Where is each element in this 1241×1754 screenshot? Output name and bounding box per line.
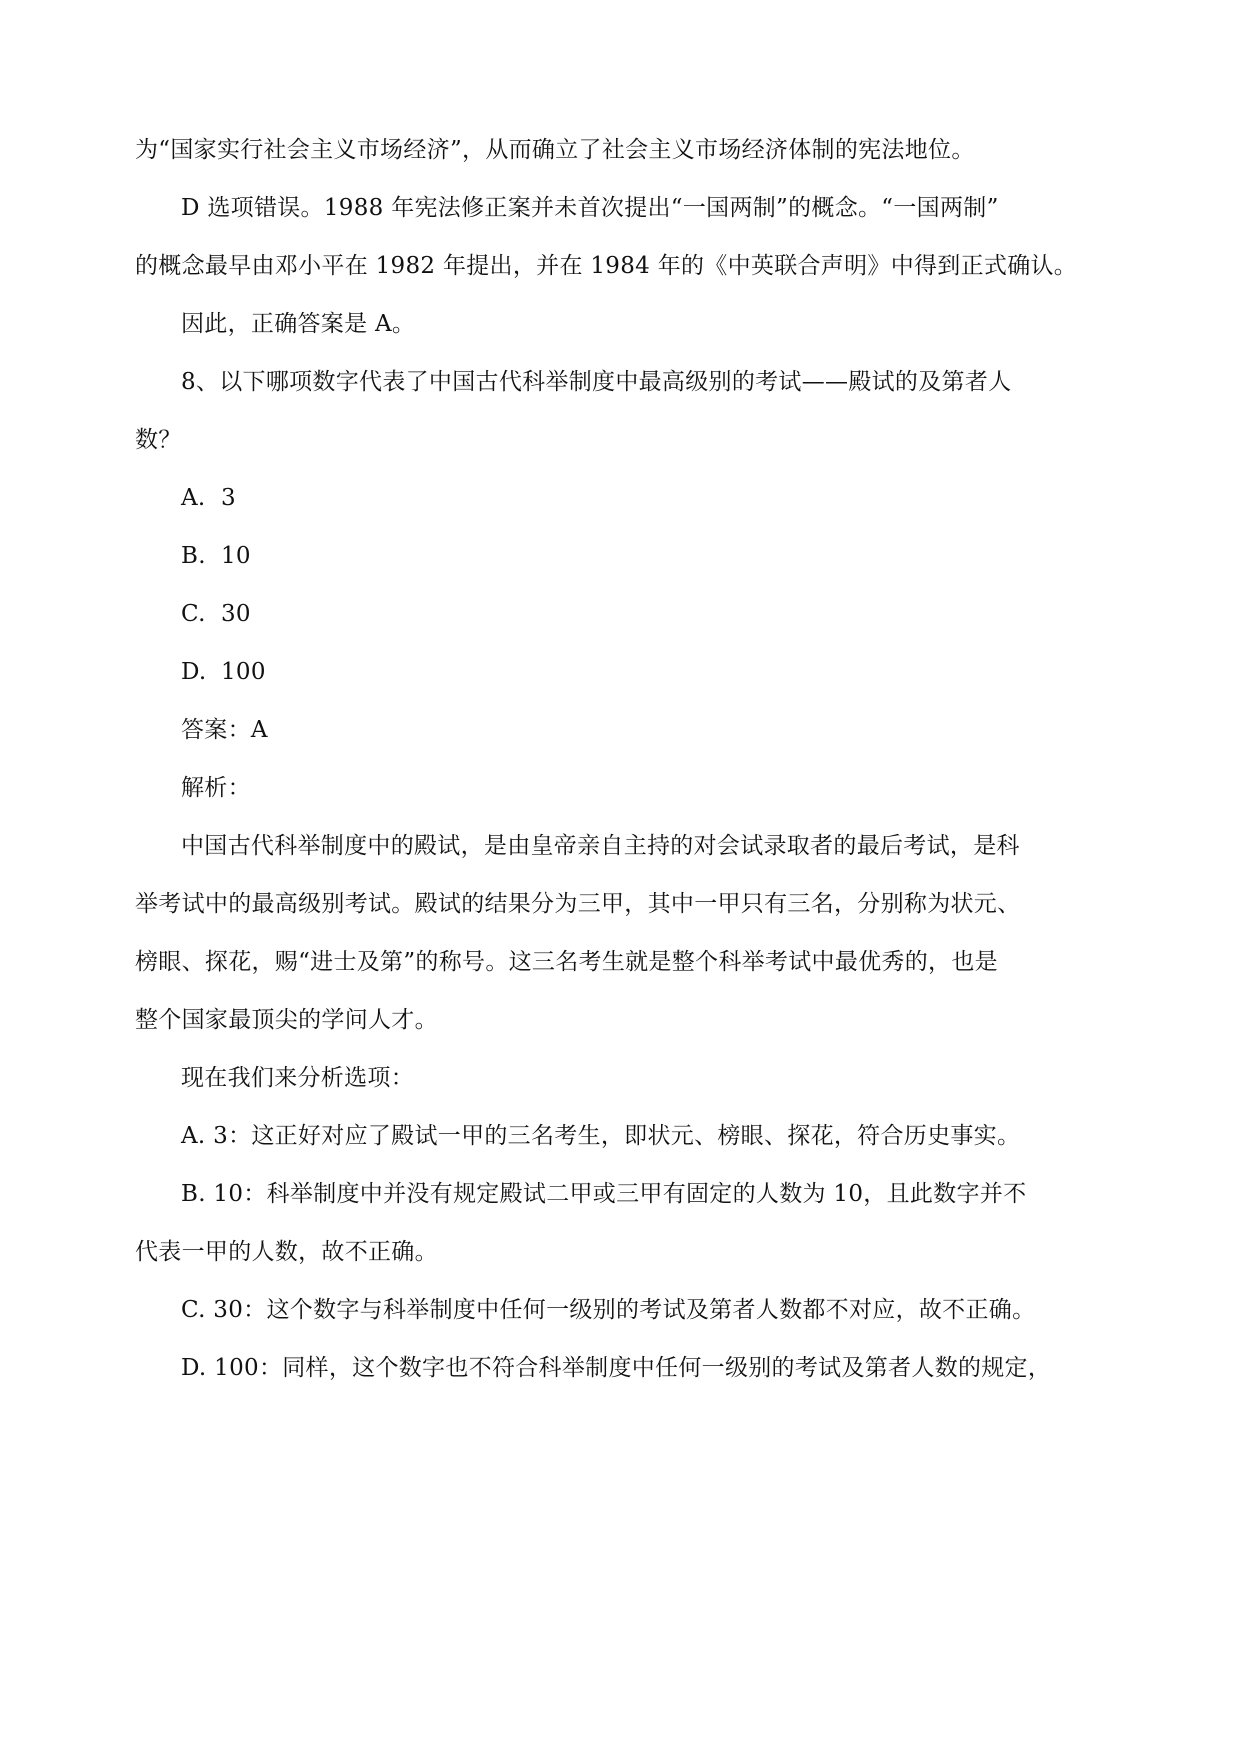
answer-line: 答案：A bbox=[181, 717, 268, 743]
option-c bbox=[181, 599, 1110, 629]
analysis-label: 解析： bbox=[181, 775, 251, 801]
paragraph-line: 因此，正确答案是 A。 bbox=[181, 311, 416, 337]
analysis-line: 举考试中的最高级别考试。殿试的结果分为三甲，其中一甲只有三名，分别称为状元、 bbox=[135, 891, 1021, 917]
option-value: 3 bbox=[221, 485, 236, 511]
option-b bbox=[181, 541, 1110, 571]
analysis-line: 中国古代科举制度中的殿试，是由皇帝亲自主持的对会试录取者的最后考试，是科 bbox=[181, 833, 1020, 859]
option-key: C. bbox=[181, 601, 206, 627]
paragraph-line: D 选项错误。1988 年宪法修正案并未首次提出“一国两制”的概念。“一国两制” bbox=[181, 195, 999, 221]
analysis-line: 现在我们来分析选项： bbox=[181, 1065, 414, 1091]
question-text: 数？ bbox=[135, 427, 182, 453]
option-key: A. bbox=[181, 485, 206, 511]
paragraph-line: 的概念最早由邓小平在 1982 年提出，并在 1984 年的《中英联合声明》中得到正式确认。 bbox=[135, 253, 1078, 279]
analysis-line: 代表一甲的人数，故不正确。 bbox=[135, 1239, 438, 1265]
option-a bbox=[181, 483, 1110, 513]
analysis-line: D. 100：同样，这个数字也不符合科举制度中任何一级别的考试及第者人数的规定， bbox=[181, 1355, 1052, 1381]
analysis-line: 整个国家最顶尖的学问人才。 bbox=[135, 1007, 438, 1033]
paragraph-line: 为“国家实行社会主义市场经济”，从而确立了社会主义市场经济体制的宪法地位。 bbox=[135, 137, 975, 163]
analysis-line: A. 3：这正好对应了殿试一甲的三名考生，即状元、榜眼、探花，符合历史事实。 bbox=[181, 1123, 1021, 1149]
option-key: D. bbox=[181, 659, 207, 685]
option-key: B. bbox=[181, 543, 206, 569]
analysis-line: 榜眼、探花，赐“进士及第”的称号。这三名考生就是整个科举考试中最优秀的，也是 bbox=[135, 949, 998, 975]
analysis-line: C. 30：这个数字与科举制度中任何一级别的考试及第者人数都不对应，故不正确。 bbox=[181, 1297, 1036, 1323]
question-text: 8、以下哪项数字代表了中国古代科举制度中最高级别的考试——殿试的及第者人 bbox=[181, 369, 1012, 395]
option-d bbox=[181, 657, 1110, 687]
option-value: 100 bbox=[221, 659, 266, 685]
analysis-line: B. 10：科举制度中并没有规定殿试二甲或三甲有固定的人数为 10，且此数字并不 bbox=[181, 1181, 1027, 1207]
option-value: 10 bbox=[221, 543, 251, 569]
option-value: 30 bbox=[221, 601, 251, 627]
